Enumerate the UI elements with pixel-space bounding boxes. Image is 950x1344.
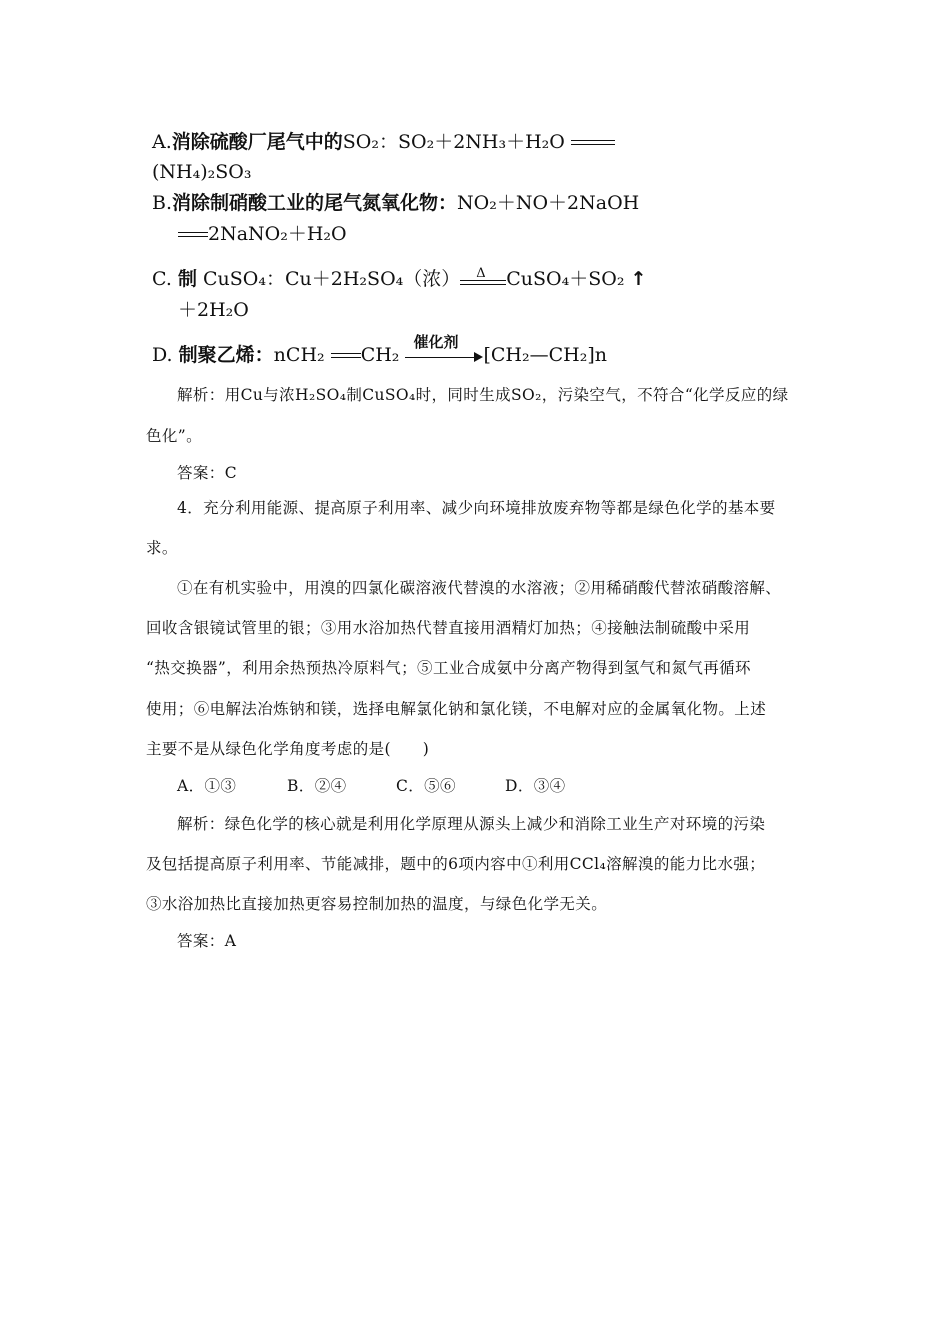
answer-2: 答案：A (177, 932, 237, 950)
option-b-products: 2NaNO₂＋H₂O (208, 223, 347, 245)
q4-line1: 4．充分利用能源、提高原子利用率、减少向环境排放废弃物等都是绿色化学的基本要 (177, 499, 776, 517)
analysis-2-line2: 及包括提高原子利用率、节能减排，题中的6项内容中①利用CCl₄溶解溴的能力比水强； (146, 855, 766, 873)
option-d-lhs: nCH₂ (273, 344, 325, 366)
heating-equals-sign (460, 268, 506, 292)
analysis-1-line1: 解析：用Cu与浓H₂SO₄制CuSO₄时，同时生成SO₂，污染空气，不符合“化学反应的绿 (177, 386, 789, 404)
option-a-line2: (NH₄)₂SO₃ (152, 161, 252, 183)
option-a-label: A. (152, 131, 172, 153)
double-bond-sign (331, 351, 361, 361)
option-a-equation: SO₂：SO₂＋2NH₃＋H₂O (342, 131, 565, 153)
option-a-title: 消除硫酸厂尾气中的 (171, 131, 343, 153)
choice-d: D．③④ (505, 777, 566, 795)
option-b-line2 (178, 222, 347, 246)
option-b-line1 (152, 191, 639, 215)
q4-line6: 使用；⑥电解法冶炼钠和镁，选择电解氯化钠和氯化镁，不电解对应的金属氧化物。上述 (146, 700, 767, 718)
q4-line5: “热交换器”，利用余热预热冷原料气；⑤工业合成氨中分离产物得到氢气和氮气再循环 (146, 659, 751, 677)
catalyst-label: 催化剂 (413, 333, 459, 351)
q4-line3: ①在有机实验中，用溴的四氯化碳溶液代替溴的水溶液；②用稀硝酸代替浓硝酸溶解、 (177, 579, 782, 597)
option-b-label: B. (152, 192, 173, 214)
gas-up-arrow-icon: ↑ (630, 268, 647, 290)
equals-sign (571, 138, 615, 148)
option-d-lhs2: CH₂ (360, 344, 400, 366)
q4-line2: 求。 (146, 539, 178, 557)
option-c-line1 (152, 267, 646, 292)
option-c-products: CuSO₄＋SO₂ (506, 268, 625, 290)
option-d-product: [CH₂—CH₂]n (483, 344, 607, 366)
answer-1: 答案：C (177, 464, 237, 482)
option-c-title: 制 (177, 268, 197, 290)
option-d-line (152, 333, 607, 368)
choice-b: B．②④ (287, 777, 347, 795)
choice-c: C．⑤⑥ (396, 777, 456, 795)
analysis-2-line1: 解析：绿色化学的核心就是利用化学原理从源头上减少和消除工业生产对环境的污染 (177, 815, 766, 833)
option-b-title: 消除制硝酸工业的尾气氮氧化物： (172, 192, 458, 214)
option-c-label: C. (152, 268, 172, 290)
q4-line4: 回收含银镜试管里的银；③用水浴加热代替直接用酒精灯加热；④接触法制硫酸中采用 (146, 619, 751, 637)
option-c-line2: ＋2H₂O (178, 299, 249, 321)
analysis-1-line2: 色化”。 (146, 427, 203, 445)
option-d-title: 制聚乙烯： (178, 344, 274, 366)
analysis-2-line3: ③水浴加热比直接加热更容易控制加热的温度，与绿色化学无关。 (146, 895, 608, 913)
option-d-label: D. (152, 344, 173, 366)
option-b-equation: NO₂＋NO＋2NaOH (457, 192, 640, 214)
q4-line7: 主要不是从绿色化学角度考虑的是( ) (146, 740, 430, 758)
equals-sign (178, 230, 208, 240)
option-c-reactants: CuSO₄：Cu＋2H₂SO₄（浓） (203, 268, 461, 290)
heat-symbol: Δ (476, 266, 486, 281)
choice-a: A．①③ (177, 777, 237, 795)
catalyst-arrow (405, 333, 483, 368)
option-a-line1 (152, 130, 615, 154)
